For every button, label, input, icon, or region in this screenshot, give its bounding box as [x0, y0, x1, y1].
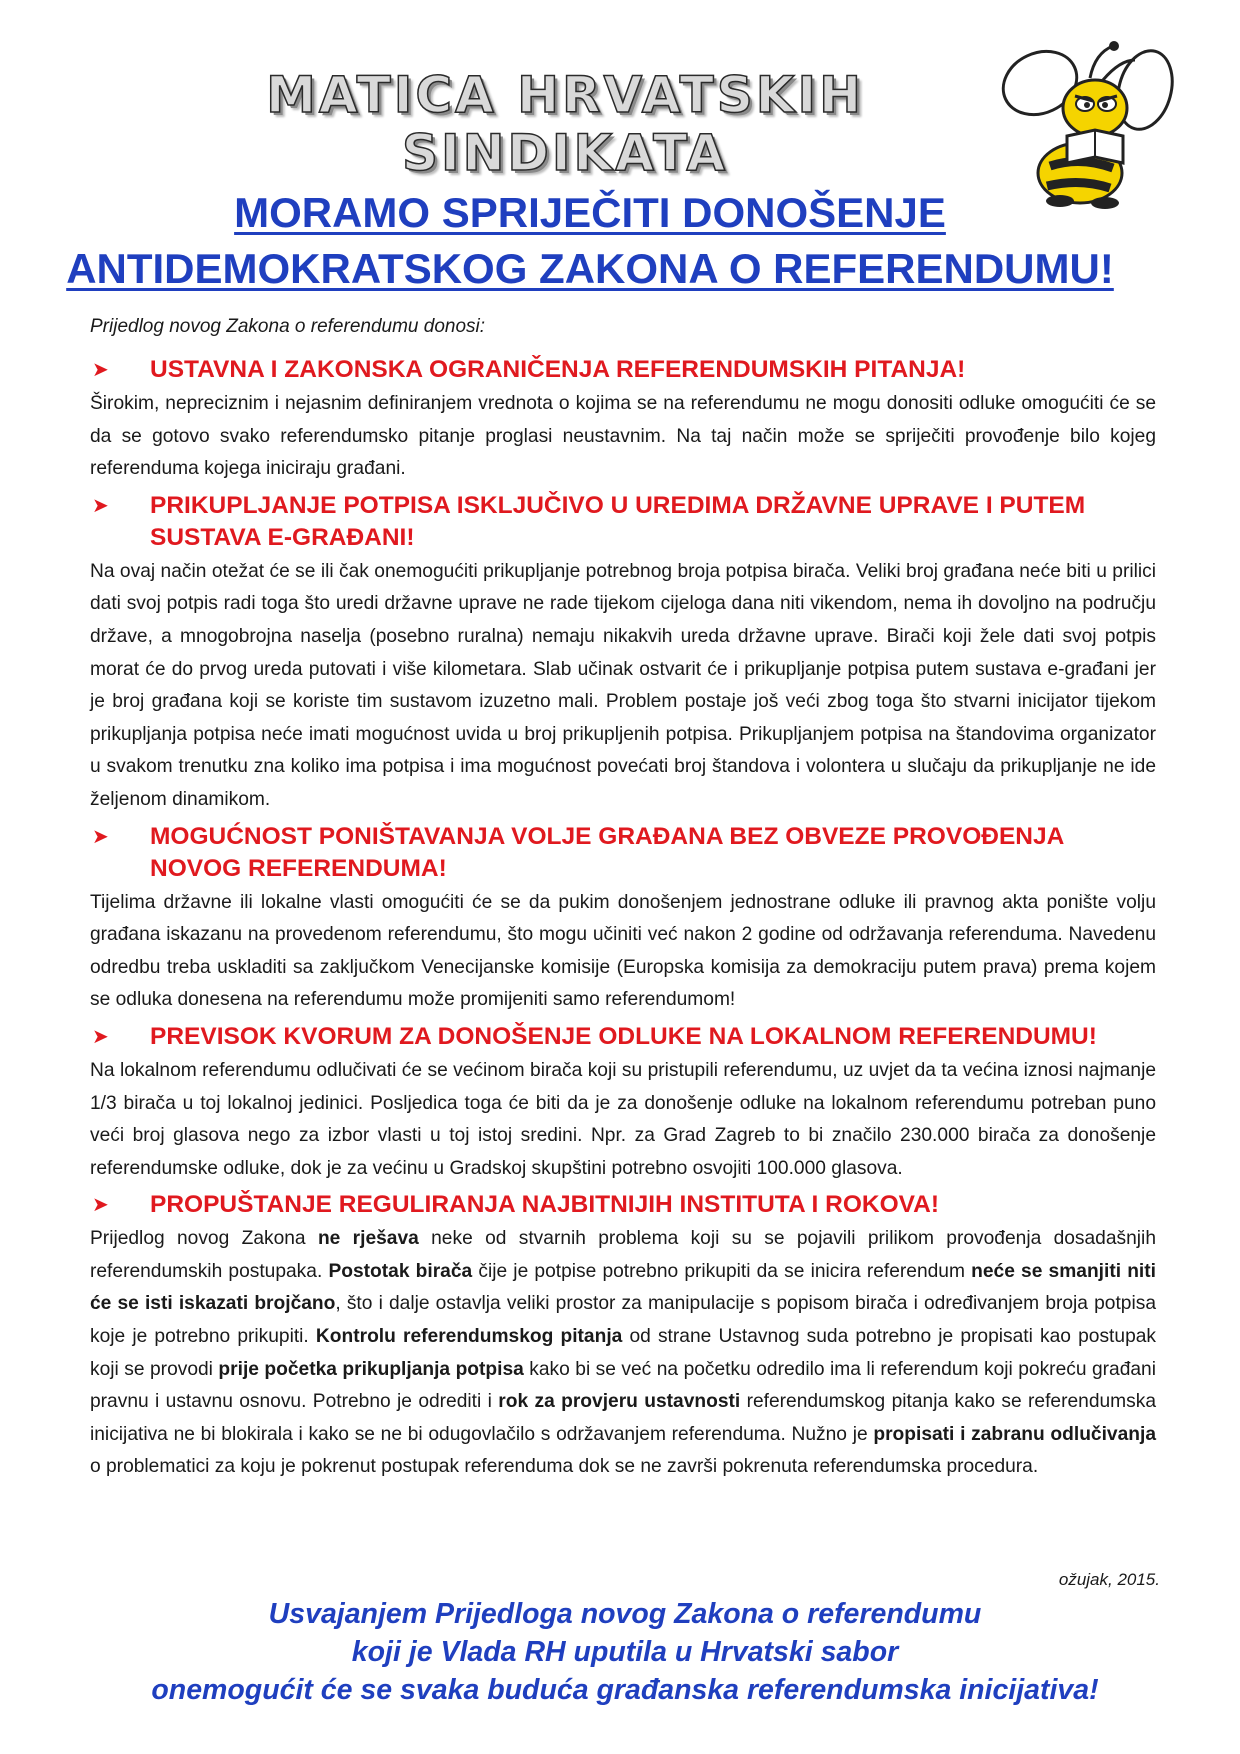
organization-name: MATICA HRVATSKIH SINDIKATA [266, 66, 864, 182]
body-text: od strane Ustavnog suda potrebno je propisati kao postupak koji se provodi [90, 1326, 1157, 1380]
emphasis-text: propisati i zabranu odlučivanja [873, 1423, 1156, 1445]
body-text: referendumskog pitanja kako se referendumska inicijativa ne bi blokirala i kako se ne bi odugovlačilo s održavanjem referenduma. Nužno je [90, 1391, 1157, 1445]
section-title [90, 490, 1156, 554]
body-text: o problematici za koju je pokrenut postupak referenduma dok se ne završi pokrenuta referendumska procedura. [90, 1456, 1039, 1478]
section-title [90, 1189, 1156, 1221]
section-body: Na lokalnom referendumu odlučivati će se većinom birača koji su pristupili referendumu, uz uvjet da ta većina iznosi najmanje 1/3 birača u toj lokalnoj jedinici. Posljedica toga će biti da je za donošenje odluke na lokalnom referendumu potreban puno veći broj glasova nego za izbor vlasti u toj istoj sredini. Npr. za Grad Zagreb to bi značilo 230.000 birača za donošenje referendumske odluke, dok je za većinu u Gradskoj skupštini potrebno osvojiti 100.000 glasova. [90, 1059, 1156, 1179]
emphasis-text: Postotak birača [328, 1260, 473, 1282]
section-title [90, 354, 1156, 386]
section-3 [90, 821, 1156, 1017]
page-title [60, 185, 1120, 297]
section-4 [90, 1021, 1156, 1185]
section-title [90, 821, 1156, 885]
title-line-1: MORAMO SPRIJEČITI DONOŠENJE [234, 189, 946, 236]
closing-line-3: onemogućit će se svaka buduća građanska referendumska inicijativa! [151, 1674, 1099, 1706]
section-title-text: PRIKUPLJANJE POTPISA ISKLJUČIVO U UREDIMA DRŽAVNE UPRAVE I PUTEM SUSTAVA E-GRAĐANI! [150, 491, 1086, 551]
arrow-bullet-icon: ➤ [92, 825, 109, 848]
body-text: Prijedlog novog Zakona [90, 1228, 318, 1250]
title-line-2: ANTIDEMOKRATSKOG ZAKONA O REFERENDUMU! [66, 245, 1114, 292]
section-2 [90, 490, 1156, 817]
section-title [90, 1021, 1156, 1053]
section-body [90, 1223, 1156, 1484]
emphasis-text: ne rješava [317, 1228, 419, 1250]
emphasis-text: prije početka prikupljanja potpisa [218, 1358, 524, 1380]
closing-statement [60, 1595, 1190, 1709]
emphasis-text: rok za provjeru ustavnosti [498, 1391, 741, 1413]
document-date: ožujak, 2015. [1058, 1570, 1160, 1589]
arrow-bullet-icon: ➤ [92, 1194, 109, 1217]
sections [90, 354, 1156, 1488]
closing-line-1: Usvajanjem Prijedloga novog Zakona o referendumu [268, 1598, 982, 1630]
arrow-bullet-icon: ➤ [92, 1025, 109, 1048]
section-body: Tijelima državne ili lokalne vlasti omogućiti će se da pukim donošenjem jednostrane odluke ili pravnog akta ponište volju građana iskazanu na provedenom referendumu, što mogu učiniti već nakon 2 godine od održavanja referenduma. Navedenu odredbu treba uskladiti sa zaključkom Venecijanske komisije (Europska komisija za demokraciju putem prava) prema kojem se odluka donesena na referendumu može promijeniti samo referendumom! [90, 891, 1156, 1011]
intro-text: Prijedlog novog Zakona o referendumu donosi: [90, 316, 486, 337]
body-text: , što i dalje ostavlja veliki prostor za manipulacije s popisom birača i određivanjem broja potpisa koje je potrebno prikupiti. [90, 1293, 1157, 1348]
closing-line-2: koji je Vlada RH uputila u Hrvatski sabor [351, 1636, 899, 1668]
emphasis-text: Kontrolu referendumskog pitanja [315, 1326, 623, 1348]
section-title-text: USTAVNA I ZAKONSKA OGRANIČENJA REFERENDUMSKIH PITANJA! [150, 356, 966, 383]
section-5 [90, 1189, 1156, 1484]
section-title-text: PROPUŠTANJE REGULIRANJA NAJBITNIJIH INSTITUTA I ROKOVA! [150, 1191, 940, 1219]
arrow-bullet-icon: ➤ [92, 359, 109, 381]
section-body: Širokim, nepreciznim i nejasnim definiranjem vrednota o kojima se na referendumu ne mogu donositi odluke omogućiti će se da se gotovo svako referendumsko pitanje proglasi neustavnim. Na taj način može se spriječiti provođenje bilo kojeg referenduma kojega iniciraju građani. [90, 393, 1156, 480]
body-text: neke od stvarnih problema koji su se pojavili prilikom provođenja dosadašnjih referendumskih postupaka. [90, 1228, 1156, 1282]
body-text: kako bi se već na početku odredilo ima li referendum koji pokreću građani pravnu i ustavnu osnovu. Potrebno je odrediti i [90, 1358, 1156, 1413]
arrow-bullet-icon: ➤ [92, 494, 109, 517]
section-title-text: PREVISOK KVORUM ZA DONOŠENJE ODLUKE NA LOKALNOM REFERENDUMU! [150, 1022, 1097, 1050]
emphasis-text: neće se smanjiti niti će se isti iskazati brojčano [90, 1260, 1156, 1315]
section-title-text: MOGUĆNOST PONIŠTAVANJA VOLJE GRAĐANA BEZ OBVEZE PROVOĐENJA NOVOG REFERENDUMA! [150, 822, 1064, 882]
body-text: čije je potpise potrebno prikupiti da se inicira referendum [472, 1260, 972, 1282]
section-1 [90, 354, 1156, 486]
section-body: Na ovaj način otežat će se ili čak onemogućiti prikupljanje potrebnog broja potpisa birača. Veliki broj građana neće biti u prilici dati svoj potpis radi toga što uredi državne uprave ne rade tijekom cijeloga dana niti vikendom, nema ih dovoljno na području države, a mnogobrojna naselja (posebno ruralna) nemaju nikakvih ureda državne uprave. Birači koji žele dati svoj potpis morat će do prvog ureda putovati i više kilometara. Slab učinak ostvarit će i prikupljanje potpisa putem sustava e-građani jer je broj građana koji se koriste tim sustavom izuzetno mali. Problem postaje još veći zbog toga što stvarni inicijator tijekom prikupljanja potpisa neće imati mogućnost uvida u broj prikupljenih potpisa. Prikupljanjem potpisa na štandovima organizator u svakom trenutku zna koliko ima potpisa i ima mogućnost povećati broj štandova i volontera u slučaju da prikupljanje ne ide željenom dinamikom. [90, 560, 1156, 810]
